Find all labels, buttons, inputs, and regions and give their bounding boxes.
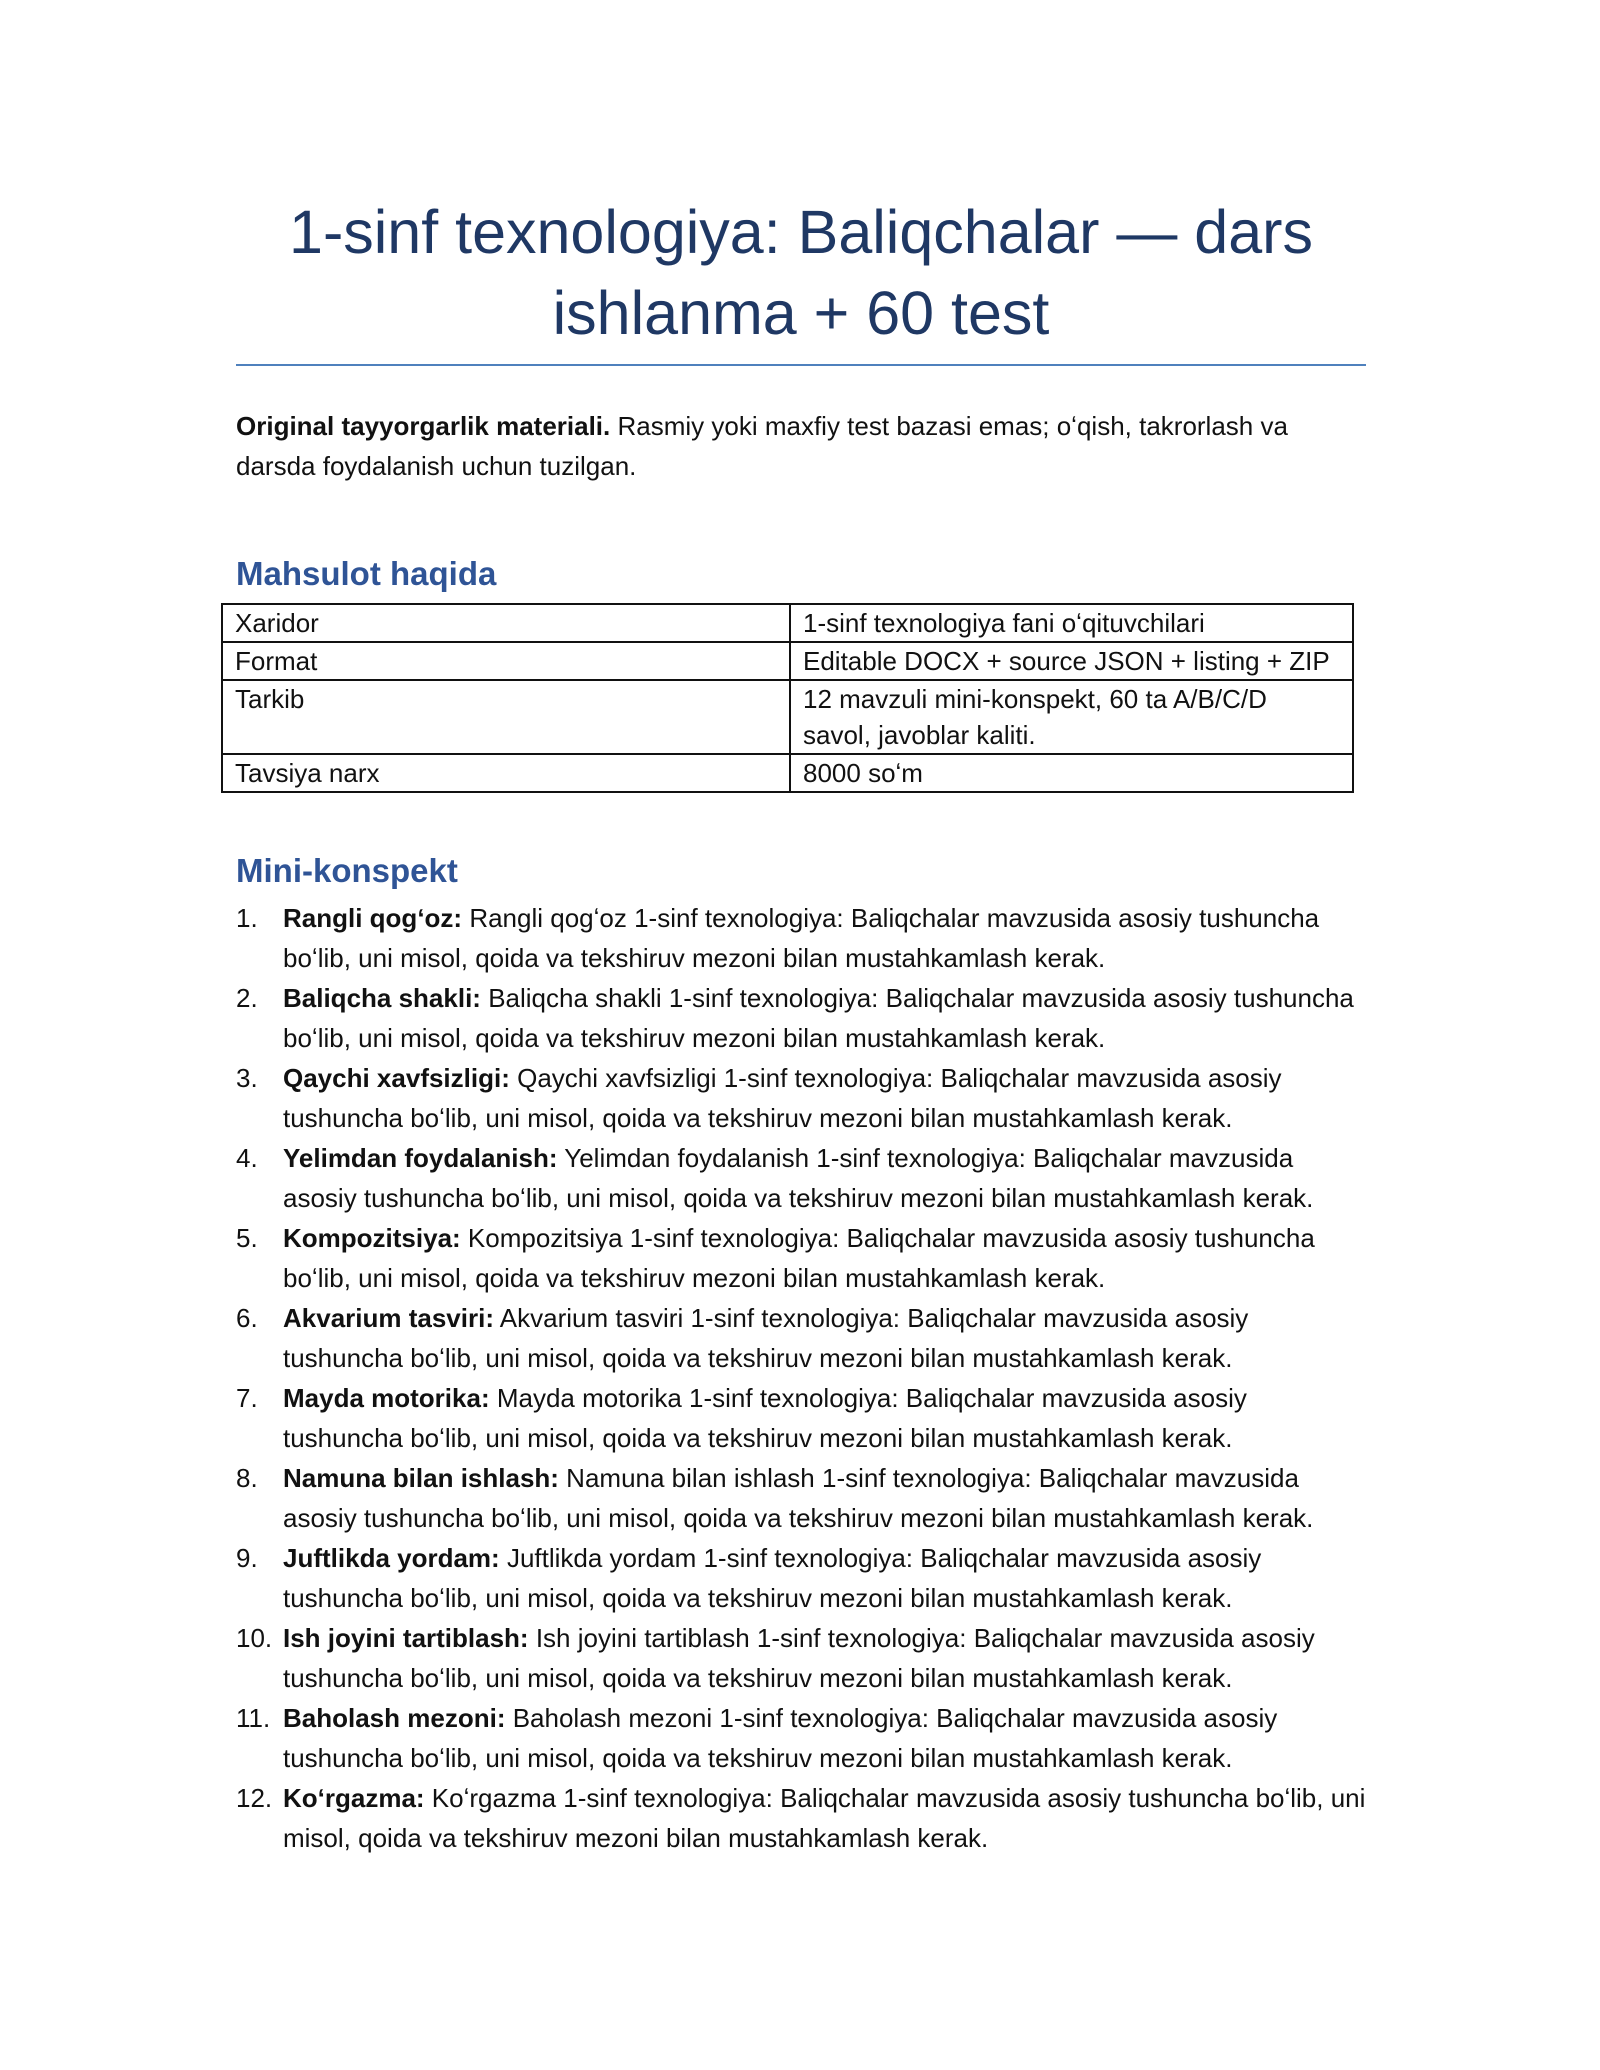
list-item bbox=[236, 1618, 1366, 1698]
table-row bbox=[222, 754, 1353, 792]
list-item-number: 5. bbox=[236, 1223, 258, 1253]
list-item-topic: Akvarium tasviri: bbox=[283, 1303, 494, 1333]
product-value-price: 8000 soʻm bbox=[790, 754, 1353, 792]
list-item-number: 6. bbox=[236, 1303, 258, 1333]
list-item-number: 1. bbox=[236, 903, 258, 933]
list-item-topic: Koʻrgazma: bbox=[283, 1783, 425, 1813]
list-item bbox=[236, 1698, 1366, 1778]
list-item-topic: Yelimdan foydalanish: bbox=[283, 1143, 558, 1173]
list-item bbox=[236, 978, 1366, 1058]
product-label-buyer: Xaridor bbox=[222, 604, 790, 642]
list-item-number: 2. bbox=[236, 983, 258, 1013]
list-item-number: 9. bbox=[236, 1543, 258, 1573]
list-item-text: Baliqcha shakli 1-sinf texnologiya: Baliqchalar mavzusida asosiy tushuncha boʻlib, uni misol, qoida va tekshiruv mezoni bilan mustahkamlash kerak. bbox=[283, 983, 1354, 1053]
list-item-topic: Juftlikda yordam: bbox=[283, 1543, 500, 1573]
list-item-text: Qaychi xavfsizligi 1-sinf texnologiya: Baliqchalar mavzusida asosiy tushuncha boʻlib, uni misol, qoida va tekshiruv mezoni bilan mustahkamlash kerak. bbox=[283, 1063, 1282, 1133]
list-item bbox=[236, 1058, 1366, 1138]
product-label-contents: Tarkib bbox=[222, 680, 790, 754]
list-item-number: 11. bbox=[236, 1703, 271, 1733]
list-item-text: Koʻrgazma 1-sinf texnologiya: Baliqchalar mavzusida asosiy tushuncha boʻlib, uni misol, qoida va tekshiruv mezoni bilan mustahkamlash kerak. bbox=[283, 1783, 1366, 1853]
product-label-price: Tavsiya narx bbox=[222, 754, 790, 792]
product-value-contents: 12 mavzuli mini-konspekt, 60 ta A/B/C/D savol, javoblar kaliti. bbox=[790, 680, 1353, 754]
table-row bbox=[222, 604, 1353, 642]
list-item-topic: Baliqcha shakli: bbox=[283, 983, 481, 1013]
product-value-format: Editable DOCX + source JSON + listing + ZIP bbox=[790, 642, 1353, 680]
list-item-number: 7. bbox=[236, 1383, 258, 1413]
table-row bbox=[222, 680, 1353, 754]
list-item-number: 8. bbox=[236, 1463, 258, 1493]
list-item bbox=[236, 1218, 1366, 1298]
intro-text: Rasmiy yoki maxfiy test bazasi emas; oʻqish, takrorlash va darsda foydalanish uchun tuzilgan. bbox=[236, 411, 1288, 481]
list-item-topic: Ish joyini tartiblash: bbox=[283, 1623, 529, 1653]
document-title: 1-sinf texnologiya: Baliqchalar — dars ishlanma + 60 test bbox=[289, 198, 1313, 347]
list-item-text: Juftlikda yordam 1-sinf texnologiya: Baliqchalar mavzusida asosiy tushuncha boʻlib, uni misol, qoida va tekshiruv mezoni bilan mustahkamlash kerak. bbox=[283, 1543, 1262, 1613]
list-item-text: Namuna bilan ishlash 1-sinf texnologiya: Baliqchalar mavzusida asosiy tushuncha boʻlib, uni misol, qoida va tekshiruv mezoni bilan mustahkamlash kerak. bbox=[283, 1463, 1314, 1533]
list-item-topic: Mayda motorika: bbox=[283, 1383, 490, 1413]
list-item-text: Baholash mezoni 1-sinf texnologiya: Baliqchalar mavzusida asosiy tushuncha boʻlib, uni misol, qoida va tekshiruv mezoni bilan mustahkamlash kerak. bbox=[283, 1703, 1278, 1773]
list-item bbox=[236, 1778, 1366, 1858]
list-item-text: Ish joyini tartiblash 1-sinf texnologiya: Baliqchalar mavzusida asosiy tushuncha boʻlib, uni misol, qoida va tekshiruv mezoni bilan mustahkamlash kerak. bbox=[283, 1623, 1315, 1693]
list-item bbox=[236, 1538, 1366, 1618]
list-item-topic: Kompozitsiya: bbox=[283, 1223, 461, 1253]
list-item-number: 3. bbox=[236, 1063, 258, 1093]
list-item-text: Rangli qogʻoz 1-sinf texnologiya: Baliqchalar mavzusida asosiy tushuncha boʻlib, uni misol, qoida va tekshiruv mezoni bilan mustahkamlash kerak. bbox=[283, 903, 1320, 973]
list-item bbox=[236, 1458, 1366, 1538]
list-item-topic: Namuna bilan ishlash: bbox=[283, 1463, 559, 1493]
list-item-topic: Baholash mezoni: bbox=[283, 1703, 506, 1733]
list-item-number: 10. bbox=[236, 1623, 273, 1653]
summary-section-heading: Mini-konspekt bbox=[236, 852, 458, 889]
list-item bbox=[236, 1138, 1366, 1218]
list-item-topic: Rangli qogʻoz: bbox=[283, 903, 463, 933]
list-item-text: Yelimdan foydalanish 1-sinf texnologiya: Baliqchalar mavzusida asosiy tushuncha boʻlib, uni misol, qoida va tekshiruv mezoni bilan mustahkamlash kerak. bbox=[283, 1143, 1314, 1213]
product-label-format: Format bbox=[222, 642, 790, 680]
list-item bbox=[236, 1298, 1366, 1378]
list-item-number: 4. bbox=[236, 1143, 258, 1173]
product-section-heading: Mahsulot haqida bbox=[236, 555, 497, 592]
intro-bold-label: Original tayyorgarlik materiali. bbox=[236, 411, 611, 441]
list-item-number: 12. bbox=[236, 1783, 273, 1813]
list-item bbox=[236, 898, 1366, 978]
list-item bbox=[236, 1378, 1366, 1458]
product-value-buyer: 1-sinf texnologiya fani oʻqituvchilari bbox=[790, 604, 1353, 642]
summary-list bbox=[236, 898, 1366, 1858]
title-divider bbox=[236, 364, 1366, 366]
intro-paragraph bbox=[236, 406, 1366, 486]
list-item-text: Mayda motorika 1-sinf texnologiya: Baliqchalar mavzusida asosiy tushuncha boʻlib, uni misol, qoida va tekshiruv mezoni bilan mustahkamlash kerak. bbox=[283, 1383, 1247, 1453]
list-item-topic: Qaychi xavfsizligi: bbox=[283, 1063, 510, 1093]
product-info-table bbox=[221, 603, 1354, 793]
list-item-text: Akvarium tasviri 1-sinf texnologiya: Baliqchalar mavzusida asosiy tushuncha boʻlib, uni misol, qoida va tekshiruv mezoni bilan mustahkamlash kerak. bbox=[283, 1303, 1249, 1373]
list-item-text: Kompozitsiya 1-sinf texnologiya: Baliqchalar mavzusida asosiy tushuncha boʻlib, uni misol, qoida va tekshiruv mezoni bilan mustahkamlash kerak. bbox=[283, 1223, 1315, 1293]
table-row bbox=[222, 642, 1353, 680]
